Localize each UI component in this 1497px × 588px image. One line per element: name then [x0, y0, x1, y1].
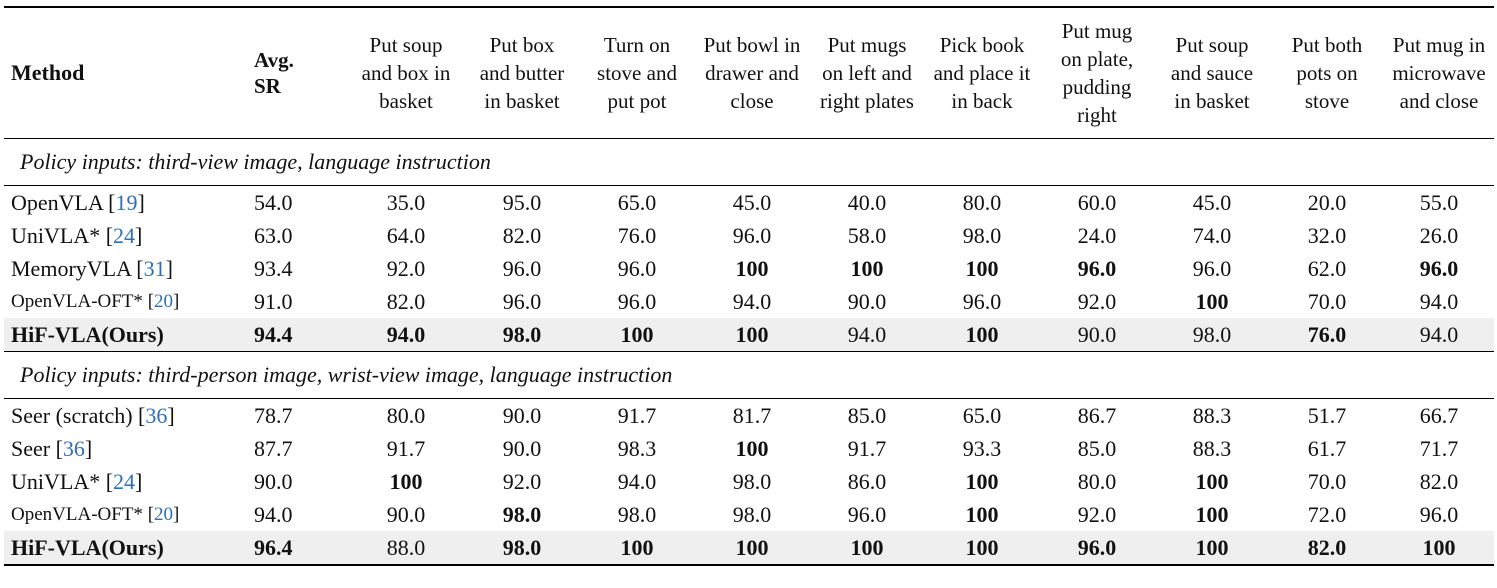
avg-sr-cell: 93.4 [254, 255, 293, 281]
task-sr-cell: 80.0 [386, 402, 426, 428]
table-row [4, 285, 1494, 318]
method-name: OpenVLA-OFT* [11, 290, 143, 312]
task-sr-cell: 98.0 [1154, 318, 1270, 352]
avg-sr-cell: 54.0 [254, 189, 293, 215]
method-name: HiF-VLA(Ours) [11, 534, 164, 560]
task-sr-cell: 71.7 [1419, 435, 1459, 461]
task-sr-cell: 82.0 [1419, 468, 1459, 494]
task-sr-cell: 35.0 [386, 189, 426, 215]
task-sr-cell: 96.0 [617, 288, 657, 314]
task-sr-cell: 96.0 [732, 222, 772, 248]
table-row [4, 219, 1494, 252]
task-sr-cell: 96.0 [1040, 531, 1154, 565]
task-sr-cell: 94.0 [810, 318, 924, 352]
task-sr-cell: 55.0 [1419, 189, 1459, 215]
task-sr-cell: 61.7 [1307, 435, 1347, 461]
task-column-header: Turn on stove and put pot [597, 33, 677, 113]
task-sr-cell: 65.0 [962, 402, 1002, 428]
task-sr-cell: 86.7 [1077, 402, 1117, 428]
table-row [4, 318, 1494, 352]
task-sr-cell: 94.0 [1419, 288, 1459, 314]
task-sr-cell: 98.0 [732, 468, 772, 494]
task-sr-cell: 100 [965, 468, 999, 494]
task-sr-cell: 80.0 [962, 189, 1002, 215]
task-sr-cell: 100 [924, 318, 1040, 352]
task-sr-cell: 88.0 [348, 531, 464, 565]
citation-link[interactable]: 20 [154, 290, 174, 312]
task-sr-cell: 92.0 [502, 468, 542, 494]
method-name-cell: Seer (scratch) [36] [11, 402, 175, 428]
citation-link[interactable]: 24 [113, 468, 136, 494]
task-sr-cell: 20.0 [1307, 189, 1347, 215]
task-sr-cell: 81.7 [732, 402, 772, 428]
section-header-row [4, 139, 1494, 186]
task-sr-cell: 26.0 [1419, 222, 1459, 248]
method-name: HiF-VLA(Ours) [11, 321, 164, 347]
citation-link[interactable]: 24 [113, 222, 136, 248]
method-name-cell: MemoryVLA [31] [11, 255, 173, 281]
task-sr-cell: 98.0 [464, 318, 580, 352]
method-name: UniVLA* [11, 222, 101, 248]
task-sr-cell: 92.0 [1077, 501, 1117, 527]
task-sr-cell: 100 [810, 531, 924, 565]
avg-sr-cell: 90.0 [254, 468, 293, 494]
task-sr-cell: 62.0 [1307, 255, 1347, 281]
task-sr-cell: 70.0 [1307, 288, 1347, 314]
task-sr-cell: 100 [694, 531, 810, 565]
task-sr-cell: 91.7 [617, 402, 657, 428]
task-sr-cell: 100 [965, 501, 999, 527]
task-sr-cell: 94.0 [617, 468, 657, 494]
task-column-header: Put box and butter in basket [479, 33, 565, 113]
task-sr-cell: 98.3 [617, 435, 657, 461]
task-column-header: Put soup and box in basket [361, 33, 451, 113]
avg-sr-cell: 63.0 [254, 222, 293, 248]
task-sr-cell: 100 [850, 255, 884, 281]
section-header-row [4, 352, 1494, 399]
method-name-cell: OpenVLA-OFT* [20] [11, 503, 180, 525]
method-name: Seer [11, 435, 51, 461]
task-sr-cell: 70.0 [1307, 468, 1347, 494]
table-row [4, 399, 1494, 433]
avg-sr-cell: 78.7 [254, 402, 293, 428]
task-column-header: Put mug on plate, pudding right [1060, 19, 1134, 127]
citation-link[interactable]: 19 [115, 189, 138, 215]
task-sr-cell: 100 [580, 531, 694, 565]
method-name-cell: UniVLA* [24] [11, 468, 143, 494]
task-sr-cell: 100 [924, 531, 1040, 565]
task-sr-cell: 95.0 [502, 189, 542, 215]
task-sr-cell: 100 [1384, 531, 1494, 565]
task-sr-cell: 100 [1195, 288, 1229, 314]
task-sr-cell: 93.3 [962, 435, 1002, 461]
task-sr-cell: 100 [694, 318, 810, 352]
task-sr-cell: 100 [1195, 468, 1229, 494]
task-column-header: Put mug in microwave and close [1392, 33, 1486, 113]
method-name: OpenVLA [11, 189, 103, 215]
avg-sr-cell: 91.0 [254, 288, 293, 314]
table-row [4, 432, 1494, 465]
task-sr-cell: 65.0 [617, 189, 657, 215]
citation-link[interactable]: 36 [145, 402, 168, 428]
task-sr-cell: 40.0 [847, 189, 887, 215]
table-row [4, 186, 1494, 220]
task-sr-cell: 96.0 [1419, 255, 1459, 281]
task-sr-cell: 96.0 [502, 255, 542, 281]
task-sr-cell: 32.0 [1307, 222, 1347, 248]
task-sr-cell: 51.7 [1307, 402, 1347, 428]
citation-link[interactable]: 20 [154, 503, 174, 525]
task-sr-cell: 98.0 [464, 531, 580, 565]
task-sr-cell: 98.0 [617, 501, 657, 527]
task-column-header: Put bowl in drawer and close [703, 33, 801, 113]
task-sr-cell: 74.0 [1192, 222, 1232, 248]
citation-link[interactable]: 31 [143, 255, 166, 281]
task-sr-cell: 100 [1154, 531, 1270, 565]
method-name: OpenVLA-OFT* [11, 503, 143, 525]
table-row [4, 465, 1494, 498]
task-sr-cell: 58.0 [847, 222, 887, 248]
task-sr-cell: 98.0 [732, 501, 772, 527]
task-sr-cell: 90.0 [502, 402, 542, 428]
method-name: Seer (scratch) [11, 402, 133, 428]
task-sr-cell: 100 [580, 318, 694, 352]
method-name: UniVLA* [11, 468, 101, 494]
task-sr-cell: 76.0 [617, 222, 657, 248]
task-sr-cell: 90.0 [502, 435, 542, 461]
avg-sr-cell: 87.7 [254, 435, 293, 461]
task-column-header: Put mugs on left and right plates [820, 33, 914, 113]
section-title: Policy inputs: third-view image, language instruction [20, 149, 491, 174]
task-sr-cell: 92.0 [1077, 288, 1117, 314]
method-column-header: Method [11, 60, 85, 85]
citation-link[interactable]: 36 [62, 435, 85, 461]
task-sr-cell: 96.0 [1192, 255, 1232, 281]
method-name-cell: Seer [36] [11, 435, 93, 461]
avg-sr-cell: 94.4 [248, 318, 348, 352]
task-sr-cell: 64.0 [386, 222, 426, 248]
task-sr-cell: 91.7 [386, 435, 426, 461]
task-sr-cell: 100 [1195, 501, 1229, 527]
task-sr-cell: 90.0 [1040, 318, 1154, 352]
task-sr-cell: 90.0 [847, 288, 887, 314]
task-sr-cell: 96.0 [847, 501, 887, 527]
task-sr-cell: 66.7 [1419, 402, 1459, 428]
method-name-cell: OpenVLA [19] [11, 189, 145, 215]
task-sr-cell: 88.3 [1192, 402, 1232, 428]
method-name-cell: UniVLA* [24] [11, 222, 143, 248]
task-sr-cell: 82.0 [502, 222, 542, 248]
task-sr-cell: 98.0 [502, 501, 542, 527]
method-name-cell: OpenVLA-OFT* [20] [11, 290, 180, 312]
task-sr-cell: 85.0 [847, 402, 887, 428]
task-sr-cell: 85.0 [1077, 435, 1117, 461]
method-name: MemoryVLA [11, 255, 131, 281]
avg-sr-column-header: Avg. SR [254, 48, 294, 98]
task-sr-cell: 94.0 [1384, 318, 1494, 352]
section-title: Policy inputs: third-person image, wrist-view image, language instruction [20, 362, 673, 387]
task-sr-cell: 96.0 [1077, 255, 1117, 281]
table-row [4, 252, 1494, 285]
table-row [4, 498, 1494, 531]
table-row [4, 531, 1494, 565]
task-sr-cell: 80.0 [1077, 468, 1117, 494]
task-sr-cell: 92.0 [386, 255, 426, 281]
task-sr-cell: 96.0 [502, 288, 542, 314]
task-sr-cell: 94.0 [732, 288, 772, 314]
task-sr-cell: 60.0 [1077, 189, 1117, 215]
task-sr-cell: 88.3 [1192, 435, 1232, 461]
task-sr-cell: 86.0 [847, 468, 887, 494]
task-sr-cell: 72.0 [1307, 501, 1347, 527]
task-sr-cell: 100 [735, 435, 769, 461]
task-sr-cell: 100 [965, 255, 999, 281]
task-sr-cell: 100 [735, 255, 769, 281]
task-sr-cell: 94.0 [348, 318, 464, 352]
task-column-header: Pick book and place it in back [933, 33, 1031, 113]
task-sr-cell: 100 [389, 468, 423, 494]
task-sr-cell: 91.7 [847, 435, 887, 461]
avg-sr-cell: 96.4 [248, 531, 348, 565]
task-sr-cell: 76.0 [1270, 318, 1384, 352]
task-column-header: Put both pots on stove [1291, 33, 1363, 113]
method-name-cell [4, 531, 248, 565]
task-sr-cell: 82.0 [386, 288, 426, 314]
results-table [4, 6, 1494, 566]
avg-sr-cell: 94.0 [254, 501, 293, 527]
task-sr-cell: 96.0 [1419, 501, 1459, 527]
task-column-header: Put soup and sauce in basket [1170, 33, 1254, 113]
task-sr-cell: 24.0 [1077, 222, 1117, 248]
task-sr-cell: 45.0 [732, 189, 772, 215]
task-sr-cell: 45.0 [1192, 189, 1232, 215]
task-sr-cell: 90.0 [386, 501, 426, 527]
method-name-cell [4, 318, 248, 352]
task-sr-cell: 96.0 [617, 255, 657, 281]
task-sr-cell: 96.0 [962, 288, 1002, 314]
task-sr-cell: 98.0 [962, 222, 1002, 248]
task-sr-cell: 82.0 [1270, 531, 1384, 565]
